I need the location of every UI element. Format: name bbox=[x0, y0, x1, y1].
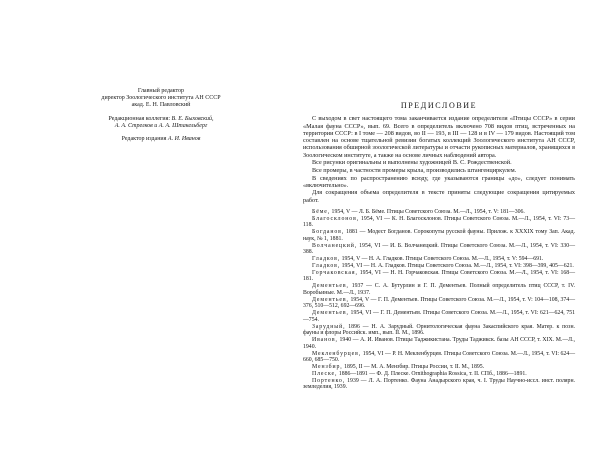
reference-entry bbox=[303, 216, 575, 230]
reference-text: 1954, V — Г. П. Дементьев. Птицы Советского Союза. М.—Л., 1954, т. V: 104—108, 374—376, 510—512, 692—696. bbox=[303, 296, 576, 310]
reference-text: 1896 — Н. А. Зарудный. Орнитологическая фауна Закаспийского края. Матер. к позн. фауны и флоры Российск. имп., вып. II. М., 1896. bbox=[303, 323, 575, 337]
reference-author: Гладков, bbox=[312, 256, 341, 263]
reference-entry bbox=[303, 351, 575, 365]
reference-entry bbox=[303, 310, 575, 324]
publication-editor-name: А. И. Иванов bbox=[167, 136, 201, 143]
preface-paragraph: С выходом в свет настоящего тома заканчивается издание определителя «Птицы СССР» в серии «Малая фауна СССР», вып. 69. Всего в определитель включено 708 видов птиц, встреченных на территории СССР: в I томе — 208 видов, во II — 193, в III — 128 и в IV — 179 видов. Настоящий том составлен на основе тщательной ревизии богатых коллекций Зоологического института АН СССР, использования обширной зоологической литературы и отчасти рукописных материалов, хранящихся в Зоологическом институте, а также на основе личных наблюдений автора. bbox=[303, 115, 575, 159]
editorial-board-members-1: В. Е. Быховский, bbox=[171, 115, 214, 122]
preface-heading: ПРЕДИСЛОВИЕ bbox=[400, 101, 478, 110]
reference-text: 1937 — С. А. Бутурлин и Г. П. Дементьев. Полный определитель птиц СССР, т. IV. Воробьиные. М.—Л., 1937. bbox=[303, 283, 575, 296]
reference-author: Дементьев, bbox=[312, 310, 349, 317]
reference-author: Дементьев, bbox=[312, 296, 349, 303]
preface-section bbox=[303, 102, 575, 391]
reference-entry bbox=[303, 324, 575, 338]
reference-text: 1954, VI — И. Б. Волчанецкий. Птицы Советского Союза. М.—Л., 1954, т. VI: 330—388. bbox=[303, 242, 575, 256]
reference-author: Дементьев, bbox=[312, 283, 349, 290]
reference-text: 1954, VI — Н. Н. Горчаковская. Птицы Советского Союза. М.—Л., 1954, т. VI: 168—181. bbox=[303, 269, 575, 283]
editorial-board-line-1 bbox=[66, 116, 256, 123]
preface-paragraph: Все промеры, в частности промеры крыла, производились штангенциркулем. bbox=[312, 167, 517, 175]
reference-entry bbox=[303, 378, 575, 392]
editorial-credits bbox=[66, 88, 256, 143]
reference-author: Иванов, bbox=[312, 337, 338, 344]
editorial-board-label: Редакционная коллегия: bbox=[108, 115, 171, 122]
reference-text: 1954, V — Л. Б. Бёме. Птицы Советского Союза. М.—Л., 1954, т. V: 181—306. bbox=[331, 208, 525, 215]
reference-author: Волчанецкий, bbox=[312, 242, 358, 249]
reference-author: Портенко, bbox=[312, 377, 346, 384]
reference-entry bbox=[303, 337, 575, 351]
reference-text: 1886—1891 — Ф. Д. Плеске. Ornithographia Rossica, т. II. СПб., 1886—1891. bbox=[338, 370, 527, 377]
reference-text: 1954, VI — Г. П. Дементьев. Птицы Советского Союза. М.—Л., 1954, т. VI: 621—624, 751—754. bbox=[303, 310, 576, 323]
chief-editor-position: директор Зоологического института АН СССР bbox=[101, 95, 221, 102]
reference-author: Гладков, bbox=[312, 262, 341, 269]
reference-author: Мекленбурцев, bbox=[312, 350, 362, 357]
reference-text: 1881 — Модест Богданов. Сорокопуты русской фауны. Прилож. к XXXIX тому Зап. Акад. наук, № 1, 1881. bbox=[303, 229, 575, 242]
preface-paragraph: Все рисунки оригинальны и выполнены художницей В. С. Рождественской. bbox=[312, 159, 512, 167]
chief-editor-title: Главный редактор bbox=[137, 88, 185, 94]
reference-author: Бёме, bbox=[312, 208, 331, 215]
reference-entry bbox=[303, 256, 575, 263]
reference-text: 1954, VI — Р. Н. Мекленбурцев. Птицы Советского Союза. М.—Л., 1954, т. VI: 624—660, 685—750. bbox=[303, 350, 575, 364]
editorial-board-members-2: А. А. Стрелков и А. А. Штакельберг bbox=[114, 122, 208, 129]
reference-entry bbox=[303, 371, 575, 378]
reference-text: 1954, V — Н. А. Гладков. Птицы Советского Союза. М.—Л., 1954, т. V: 594—691. bbox=[341, 256, 544, 263]
reference-text: 1940 — А. И. Иванов. Птицы Таджикистана. Труды Таджикск. базы АН СССР, т. XIX. М.—Л., 1940. bbox=[303, 337, 575, 350]
preface-paragraph: Для сокращения объема определителя в тексте приняты следующие сокращения цитируемых работ. bbox=[303, 189, 575, 204]
reference-entry bbox=[303, 209, 575, 216]
reference-entry bbox=[303, 270, 575, 284]
chief-editor-name: акад. Е. Н. Павловский bbox=[131, 102, 191, 109]
reference-list bbox=[303, 209, 575, 391]
reference-entry bbox=[303, 364, 575, 371]
reference-entry bbox=[303, 263, 575, 270]
editorial-board-line-2 bbox=[66, 123, 256, 130]
reference-author: Мензбир, bbox=[312, 364, 343, 371]
reference-author: Горчаковская, bbox=[312, 269, 358, 276]
reference-text: 1895, II — М. А. Мензбир. Птицы России, т. II. М., 1895. bbox=[344, 364, 485, 371]
reference-entry bbox=[303, 283, 575, 297]
reference-entry bbox=[303, 297, 575, 311]
publication-editor-line bbox=[66, 136, 256, 143]
publication-editor-label: Редактор издания bbox=[121, 136, 167, 143]
reference-entry bbox=[303, 243, 575, 257]
reference-text: 1939 — Л. А. Портенко. Фауна Анадырского края, ч. I. Труды Научно-иссл. инст. полярн. земледелия, 1939. bbox=[303, 377, 575, 391]
reference-text: 1954, VI — Н. А. Гладков. Птицы Советского Союза. М.—Л., 1954, т. VI: 398—399, 405—621. bbox=[341, 262, 574, 269]
reference-text: 1954, VI — К. Н. Благосклонов. Птицы Советского Союза. М.—Л., 1954, т. VI: 73—118. bbox=[303, 215, 575, 229]
preface-paragraph: В сведениях по распространению всюду, где указываются границы «до», следует понимать «включительно». bbox=[303, 174, 575, 189]
reference-author: Плеске, bbox=[312, 370, 338, 377]
reference-author: Зарудный, bbox=[312, 323, 346, 330]
reference-author: Богданов, bbox=[312, 229, 345, 236]
reference-author: Благосклонов, bbox=[312, 215, 360, 222]
reference-entry bbox=[303, 229, 575, 243]
